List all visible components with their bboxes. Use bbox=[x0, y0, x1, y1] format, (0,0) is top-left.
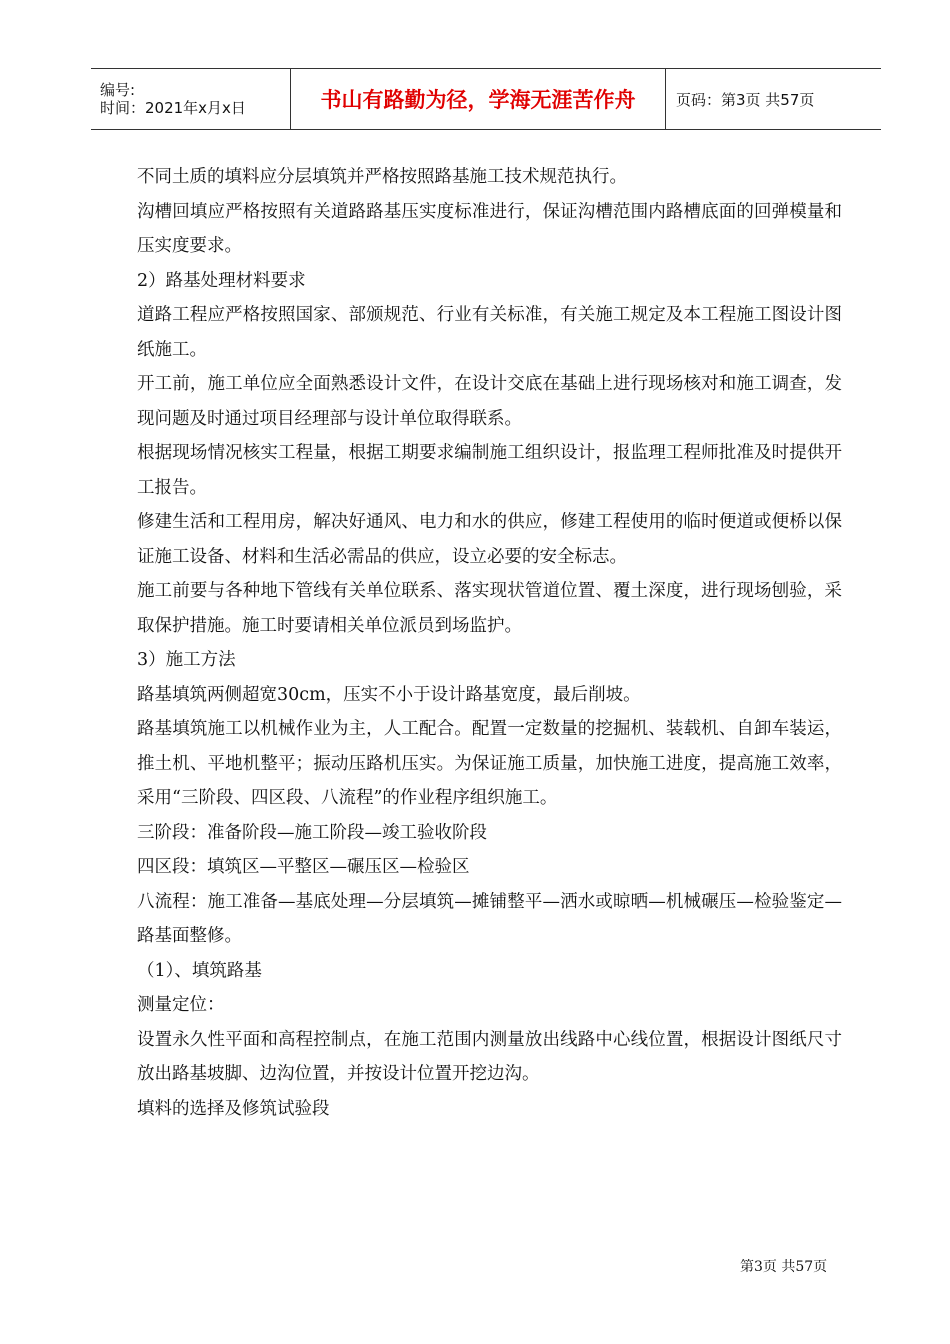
section-heading: （1）、填筑路基 bbox=[137, 960, 262, 981]
document-time-label: 时间：2021年x月x日 bbox=[100, 99, 246, 117]
paragraph: 测量定位： bbox=[137, 995, 225, 1015]
paragraph: 四区段：填筑区—平整区—碾压区—检验区 bbox=[137, 857, 470, 877]
header-motto: 书山有路勤为径，学海无涯苦作舟 bbox=[291, 69, 666, 129]
paragraph: 填料的选择及修筑试验段 bbox=[137, 1098, 330, 1119]
paragraph: 路基填筑施工以机械作业为主，人工配合。配置一定数量的挖掘机、装载机、自卸车装运，推土机、平地机整平；振动压路机压实。为保证施工质量，加快施工进度，提高施工效率，采用“三阶段、四区段、八流程”的作业程序组织施工。 bbox=[137, 719, 842, 808]
section-heading: 3）施工方法 bbox=[137, 650, 236, 670]
page-footer: 第3页 共57页 bbox=[740, 1259, 828, 1275]
document-number-label: 编号: bbox=[100, 81, 136, 99]
paragraph: 开工前，施工单位应全面熟悉设计文件，在设计交底在基础上进行现场核对和施工调查，发现问题及时通过项目经理部与设计单位取得联系。 bbox=[137, 374, 842, 429]
section-heading: 2）路基处理材料要求 bbox=[137, 270, 306, 291]
document-body bbox=[137, 160, 842, 1126]
paragraph: 道路工程应严格按照国家、部颁规范、行业有关标准，有关施工规定及本工程施工图设计图纸施工。 bbox=[137, 305, 842, 360]
paragraph: 不同土质的填料应分层填筑并严格按照路基施工技术规范执行。 bbox=[137, 167, 627, 187]
paragraph: 三阶段：准备阶段—施工阶段—竣工验收阶段 bbox=[137, 822, 487, 843]
page-header bbox=[91, 68, 881, 130]
paragraph: 施工前要与各种地下管线有关单位联系、落实现状管道位置、覆土深度，进行现场刨验，采取保护措施。施工时要请相关单位派员到场监护。 bbox=[137, 581, 842, 636]
header-meta bbox=[91, 69, 291, 129]
paragraph: 根据现场情况核实工程量，根据工期要求编制施工组织设计，报监理工程师批准及时提供开工报告。 bbox=[137, 443, 842, 498]
header-page-number: 页码：第3页 共57页 bbox=[676, 90, 815, 109]
paragraph: 设置永久性平面和高程控制点，在施工范围内测量放出线路中心线位置，根据设计图纸尺寸放出路基坡脚、边沟位置，并按设计位置开挖边沟。 bbox=[137, 1029, 842, 1084]
paragraph: 八流程：施工准备—基底处理—分层填筑—摊铺整平—洒水或晾晒—机械碾压—检验鉴定—路基面整修。 bbox=[137, 891, 842, 946]
paragraph: 路基填筑两侧超宽30cm，压实不小于设计路基宽度，最后削坡。 bbox=[137, 684, 641, 705]
paragraph: 沟槽回填应严格按照有关道路路基压实度标准进行，保证沟槽范围内路槽底面的回弹模量和压实度要求。 bbox=[137, 201, 842, 256]
paragraph: 修建生活和工程用房，解决好通风、电力和水的供应，修建工程使用的临时便道或便桥以保证施工设备、材料和生活必需品的供应，设立必要的安全标志。 bbox=[137, 512, 842, 567]
